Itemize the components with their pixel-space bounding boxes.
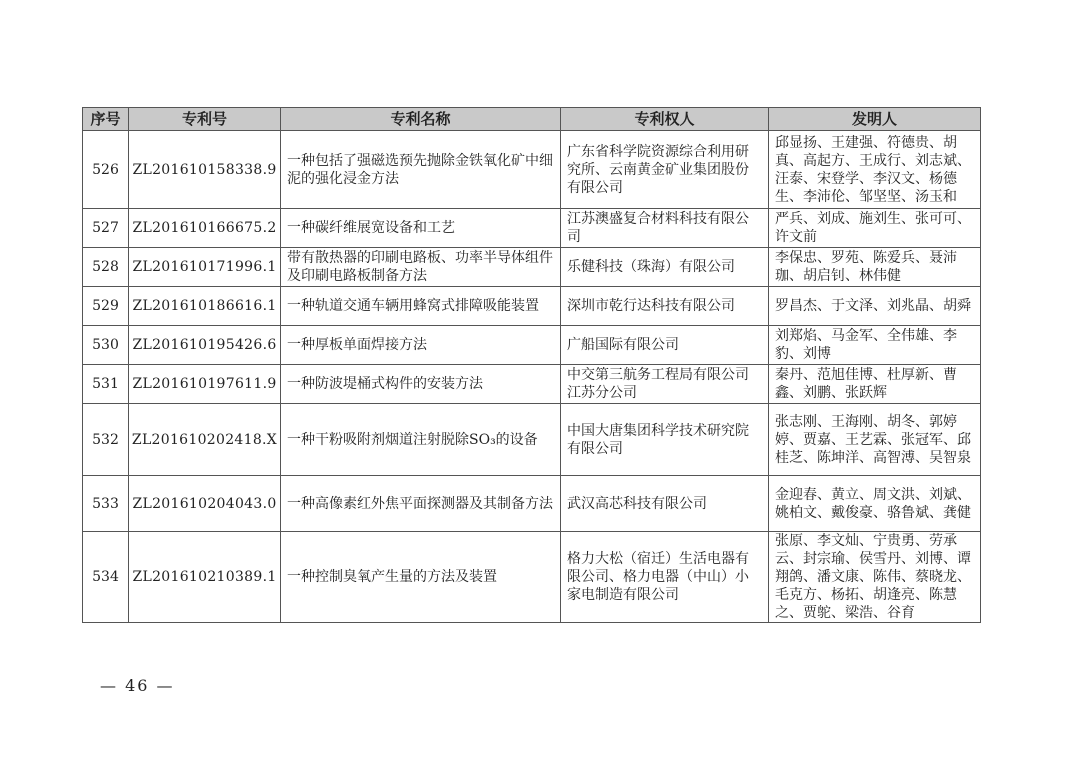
cell-patent-name: 带有散热器的印刷电路板、功率半导体组件及印刷电路板制备方法 (281, 248, 561, 287)
cell-patentee: 格力大松（宿迁）生活电器有限公司、格力电器（中山）小家电制造有限公司 (561, 532, 769, 623)
cell-patent-name: 一种干粉吸附剂烟道注射脱除SO₃的设备 (281, 404, 561, 476)
cell-patent-number: ZL201610158338.9 (129, 131, 281, 209)
cell-patent-number: ZL201610202418.X (129, 404, 281, 476)
cell-seq: 529 (83, 287, 129, 326)
cell-inventors: 李保忠、罗苑、陈爱兵、聂沛珈、胡启钊、林伟健 (769, 248, 981, 287)
cell-inventors: 邱显扬、王建强、符德贵、胡真、高起方、王成行、刘志斌、汪泰、宋登学、李汉文、杨德生、李沛伦、邹坚坚、汤玉和 (769, 131, 981, 209)
table-row (83, 404, 981, 476)
header-patent-name: 专利名称 (281, 108, 561, 131)
cell-patent-number: ZL201610204043.0 (129, 476, 281, 532)
cell-seq: 528 (83, 248, 129, 287)
cell-patent-name: 一种高像素红外焦平面探测器及其制备方法 (281, 476, 561, 532)
cell-inventors: 金迎春、黄立、周文洪、刘斌、姚柏文、戴俊豪、骆鲁斌、龚健 (769, 476, 981, 532)
patent-table (82, 107, 981, 623)
cell-patent-name: 一种轨道交通车辆用蜂窝式排障吸能装置 (281, 287, 561, 326)
cell-patentee: 广船国际有限公司 (561, 326, 769, 365)
cell-patent-name: 一种碳纤维展宽设备和工艺 (281, 209, 561, 248)
cell-patent-number: ZL201610166675.2 (129, 209, 281, 248)
cell-patent-number: ZL201610210389.1 (129, 532, 281, 623)
cell-seq: 534 (83, 532, 129, 623)
cell-patentee: 武汉高芯科技有限公司 (561, 476, 769, 532)
cell-seq: 533 (83, 476, 129, 532)
cell-inventors: 张志刚、王海刚、胡冬、郭婷婷、贾嘉、王艺霖、张冠军、邱桂芝、陈坤洋、高智溥、吴智泉 (769, 404, 981, 476)
cell-inventors: 罗昌杰、于文泽、刘兆晶、胡舜 (769, 287, 981, 326)
cell-inventors: 严兵、刘成、施刘生、张可可、许文前 (769, 209, 981, 248)
table-row (83, 209, 981, 248)
header-seq: 序号 (83, 108, 129, 131)
header-patent-number: 专利号 (129, 108, 281, 131)
table-row (83, 476, 981, 532)
cell-patentee: 深圳市乾行达科技有限公司 (561, 287, 769, 326)
cell-patent-number: ZL201610186616.1 (129, 287, 281, 326)
table-row (83, 326, 981, 365)
cell-patent-name: 一种厚板单面焊接方法 (281, 326, 561, 365)
cell-patentee: 中国大唐集团科学技术研究院有限公司 (561, 404, 769, 476)
cell-seq: 527 (83, 209, 129, 248)
cell-seq: 531 (83, 365, 129, 404)
cell-patentee: 乐健科技（珠海）有限公司 (561, 248, 769, 287)
cell-patent-name: 一种防波堤桶式构件的安装方法 (281, 365, 561, 404)
cell-seq: 526 (83, 131, 129, 209)
header-patentee: 专利权人 (561, 108, 769, 131)
cell-inventors: 张原、李文灿、宁贵勇、劳承云、封宗瑜、侯雪丹、刘博、谭翔鸽、潘文康、陈伟、蔡晓龙、毛克方、杨拓、胡逢亮、陈慧之、贾鸵、梁浩、谷育 (769, 532, 981, 623)
cell-patent-name: 一种包括了强磁选预先抛除金铁氧化矿中细泥的强化浸金方法 (281, 131, 561, 209)
cell-patent-number: ZL201610197611.9 (129, 365, 281, 404)
page-number: — 46 — (100, 676, 175, 695)
table-row (83, 365, 981, 404)
table-row (83, 287, 981, 326)
cell-seq: 530 (83, 326, 129, 365)
table-row (83, 248, 981, 287)
cell-inventors: 秦丹、范旭佳博、杜厚新、曹鑫、刘鹏、张跃辉 (769, 365, 981, 404)
cell-patent-name: 一种控制臭氧产生量的方法及装置 (281, 532, 561, 623)
table-row (83, 532, 981, 623)
cell-patentee: 中交第三航务工程局有限公司江苏分公司 (561, 365, 769, 404)
header-row (83, 108, 981, 131)
header-inventors: 发明人 (769, 108, 981, 131)
cell-inventors: 刘郑焰、马金军、全伟雄、李豹、刘博 (769, 326, 981, 365)
cell-patentee: 江苏澳盛复合材料科技有限公司 (561, 209, 769, 248)
cell-patent-number: ZL201610195426.6 (129, 326, 281, 365)
cell-patentee: 广东省科学院资源综合利用研究所、云南黄金矿业集团股份有限公司 (561, 131, 769, 209)
cell-patent-number: ZL201610171996.1 (129, 248, 281, 287)
table-row (83, 131, 981, 209)
cell-seq: 532 (83, 404, 129, 476)
